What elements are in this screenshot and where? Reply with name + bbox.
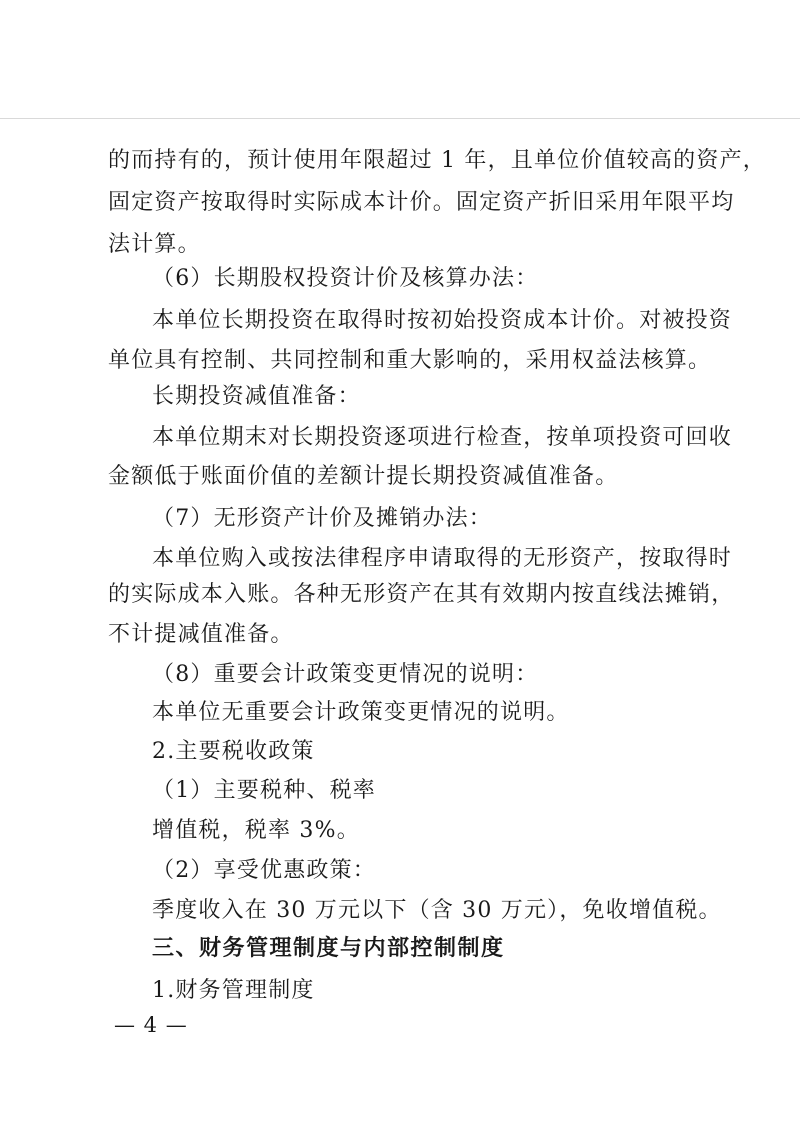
paragraph-line-12: 的实际成本入账。各种无形资产在其有效期内按直线法摊销，: [108, 582, 735, 607]
tax-heading-1: （1）主要税种、税率: [152, 778, 376, 803]
tax-heading-2: （2）享受优惠政策：: [152, 858, 376, 883]
section-heading-7: （7）无形资产计价及摊销办法：: [152, 506, 492, 531]
paragraph-line-5: 本单位长期投资在取得时按初始投资成本计价。对被投资: [152, 308, 733, 333]
paragraph-line-2: 固定资产按取得时实际成本计价。固定资产折旧采用年限平均: [108, 190, 735, 215]
paragraph-line-13: 不计提减值准备。: [108, 622, 294, 647]
paragraph-line-9: 金额低于账面价值的差额计提长期投资减值准备。: [108, 464, 619, 489]
paragraph-line-18: 增值税，税率 3%。: [152, 818, 360, 843]
section-heading-tax: 2.主要税收政策: [152, 739, 315, 764]
section-heading-finance: 1.财务管理制度: [152, 978, 315, 1003]
section-heading-6: （6）长期股权投资计价及核算办法：: [152, 266, 539, 291]
paragraph-line-15: 本单位无重要会计政策变更情况的说明。: [152, 700, 570, 725]
subheading-impairment: 长期投资减值准备：: [152, 384, 361, 409]
scan-top-rule: [0, 118, 800, 119]
paragraph-line-11: 本单位购入或按法律程序申请取得的无形资产，按取得时: [152, 546, 733, 571]
paragraph-line-8: 本单位期末对长期投资逐项进行检查，按单项投资可回收: [152, 425, 733, 450]
paragraph-line-6: 单位具有控制、共同控制和重大影响的，采用权益法核算。: [108, 348, 712, 373]
paragraph-line-1: 的而持有的，预计使用年限超过 1 年，且单位价值较高的资产，: [108, 148, 766, 173]
page-number: — 4 —: [114, 1013, 188, 1037]
paragraph-line-20: 季度收入在 30 万元以下（含 30 万元），免收增值税。: [152, 898, 722, 923]
paragraph-line-3: 法计算。: [108, 232, 201, 257]
chapter-heading-3: 三、财务管理制度与内部控制制度: [152, 936, 505, 961]
section-heading-8: （8）重要会计政策变更情况的说明：: [152, 662, 539, 687]
